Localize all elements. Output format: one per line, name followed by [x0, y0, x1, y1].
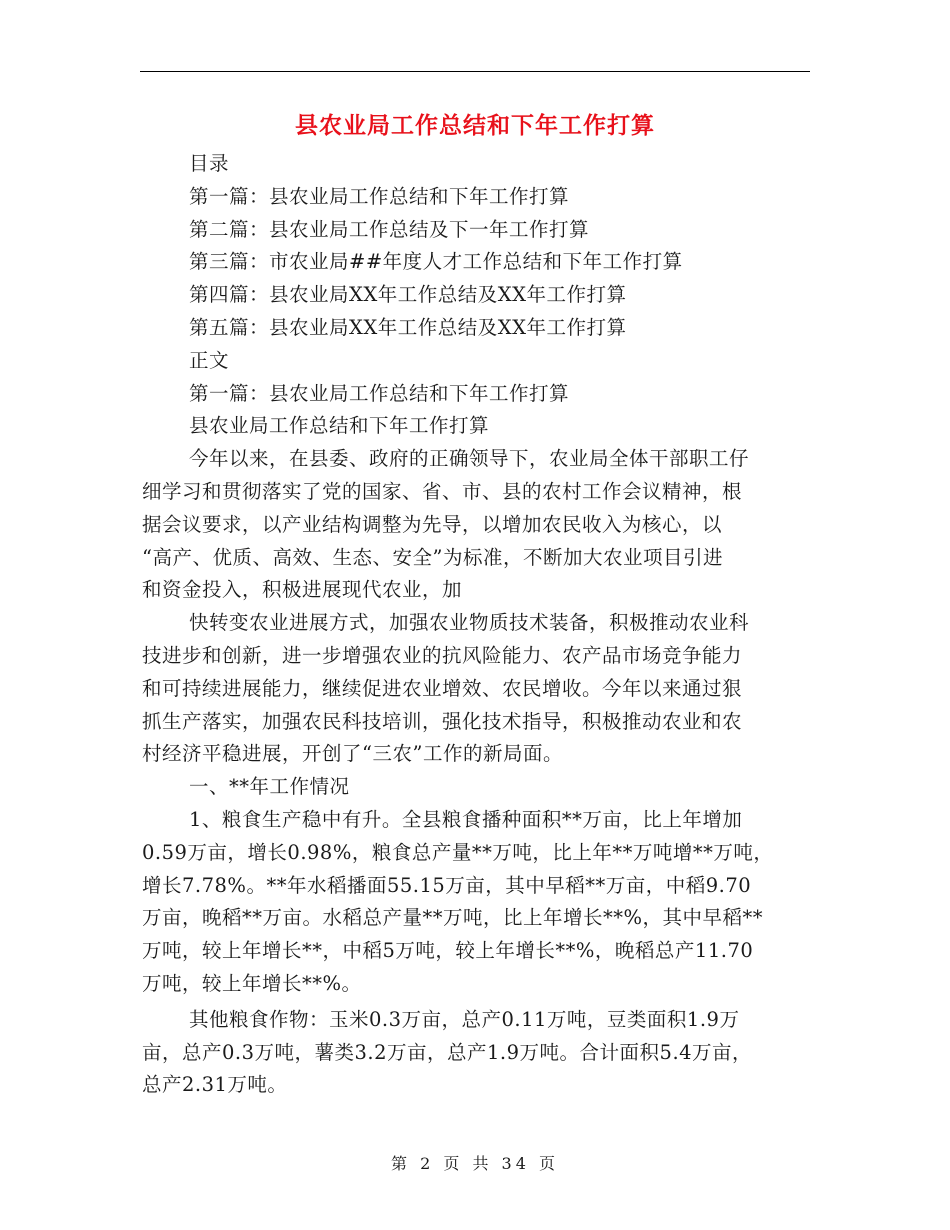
- paragraph-2: [142, 607, 812, 771]
- toc-item-5[interactable]: 第五篇：县农业局XX年工作总结及XX年工作打算: [189, 315, 627, 339]
- toc-item-1[interactable]: 第一篇：县农业局工作总结和下年工作打算: [189, 184, 570, 208]
- paragraph-line: 其他粮食作物：玉米0.3万亩，总产0.11万吨，豆类面积1.9万: [189, 1007, 740, 1031]
- paragraph-line: 万亩，晚稻**万亩。水稻总产量**万吨，比上年增长**%，其中早稻**: [142, 906, 764, 930]
- paragraph-line: 和可持续进展能力，继续促进农业增效、农民增收。今年以来通过狠: [142, 676, 743, 700]
- body-heading: 正文: [189, 348, 230, 372]
- paragraph-4: [142, 1004, 812, 1102]
- paragraph-line: 细学习和贯彻落实了党的国家、省、市、县的农村工作会议精神，根: [142, 479, 743, 503]
- paragraph-line: 快转变农业进展方式，加强农业物质技术装备，积极推动农业科: [189, 611, 750, 635]
- paragraph-line: 0.59万亩，增长0.98%，粮食总产量**万吨，比上年**万吨增**万吨，: [142, 840, 774, 864]
- header-rule: [140, 71, 810, 72]
- page-number: 第 2 页 共 34 页: [391, 1154, 559, 1173]
- paragraph-line: 据会议要求，以产业结构调整为先导，以增加农民收入为核心，以: [142, 512, 723, 536]
- toc-item-2[interactable]: 第二篇：县农业局工作总结及下一年工作打算: [189, 217, 590, 241]
- paragraph-line: 亩，总产0.3万吨，薯类3.2万亩，总产1.9万吨。合计面积5.4万亩，: [142, 1040, 753, 1064]
- paragraph-line: 万吨，较上年增长**%。: [142, 971, 362, 995]
- paragraph-line: 万吨，较上年增长**，中稻5万吨，较上年增长**%，晚稻总产11.70: [142, 939, 754, 963]
- toc-heading: 目录: [189, 152, 230, 175]
- subtitle: 县农业局工作总结和下年工作打算: [189, 414, 490, 438]
- document-body: [142, 148, 812, 1102]
- paragraph-3: [142, 804, 812, 1001]
- toc-item-3[interactable]: 第三篇：市农业局##年度人才工作总结和下年工作打算: [189, 250, 683, 274]
- paragraph-1: [142, 443, 812, 607]
- paragraph-line: 总产2.31万吨。: [142, 1073, 288, 1097]
- paragraph-line: 1、粮食生产稳中有升。全县粮食播种面积**万亩，比上年增加: [189, 807, 743, 831]
- paragraph-line: 村经济平稳进展，开创了“三农”工作的新局面。: [142, 742, 563, 766]
- document-title: 县农业局工作总结和下年工作打算: [295, 113, 655, 139]
- paragraph-line: 和资金投入，积极进展现代农业，加: [142, 578, 463, 602]
- paragraph-line: 抓生产落实，加强农民科技培训，强化技术指导，积极推动农业和农: [142, 709, 743, 733]
- paragraph-line: 技进步和创新，进一步增强农业的抗风险能力、农产品市场竞争能力: [142, 643, 743, 667]
- part-title: 第一篇：县农业局工作总结和下年工作打算: [189, 381, 570, 405]
- section-heading-1: 一、**年工作情况: [189, 775, 350, 799]
- paragraph-line: 今年以来，在县委、政府的正确领导下，农业局全体干部职工仔: [189, 447, 750, 471]
- paragraph-line: 增长7.78%。**年水稻播面55.15万亩，其中早稻**万亩，中稻9.70: [142, 873, 752, 897]
- paragraph-line: “高产、优质、高效、生态、安全”为标准，不断加大农业项目引进: [142, 545, 723, 569]
- toc-item-4[interactable]: 第四篇：县农业局XX年工作总结及XX年工作打算: [189, 283, 627, 307]
